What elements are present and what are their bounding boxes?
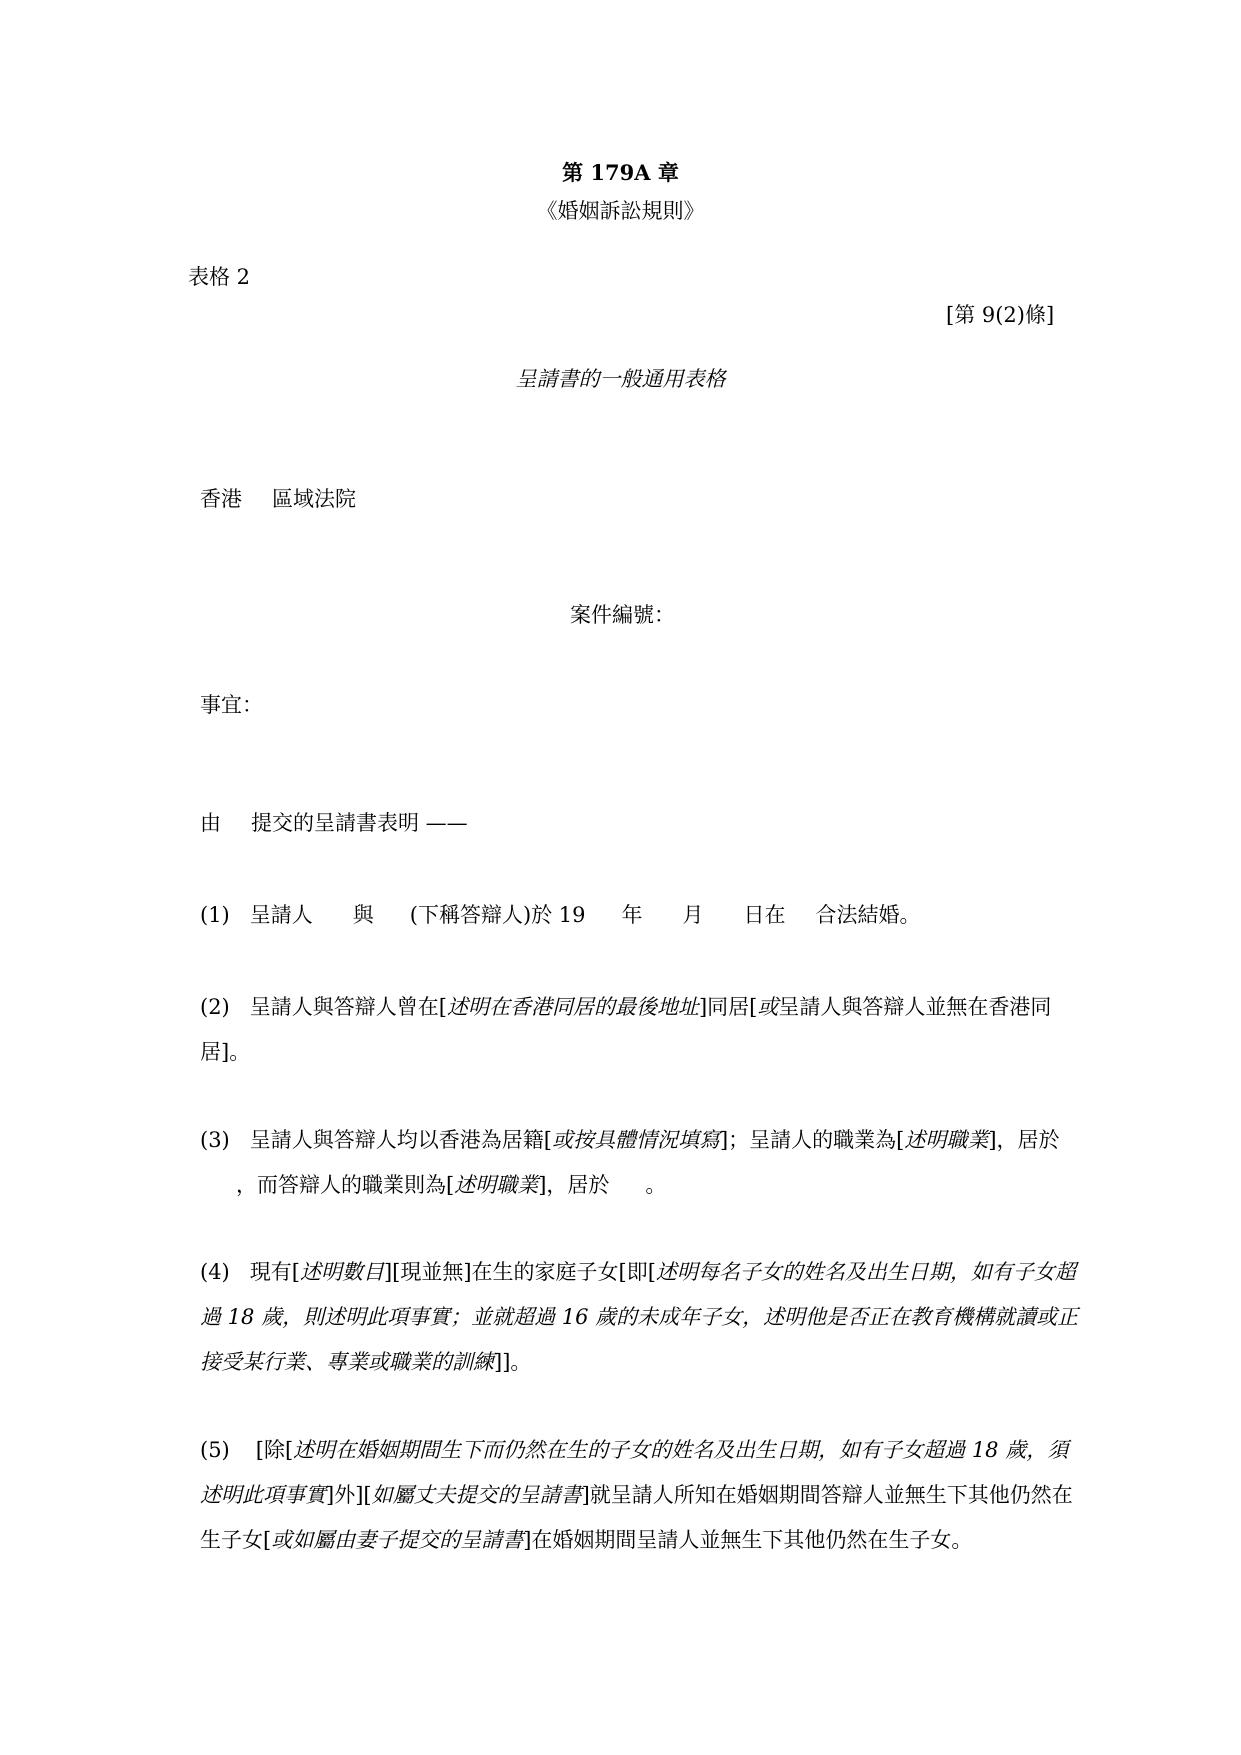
p3-italic-1: 或按具體情況填寫 xyxy=(551,1128,720,1152)
p5-text-1: [除[ xyxy=(255,1438,294,1462)
p3-text-5: ]，居於 xyxy=(538,1173,610,1197)
p3-text-1: 呈請人與答辯人均以香港為居籍[ xyxy=(249,1128,552,1152)
p5-number: (5) xyxy=(200,1438,230,1462)
p5-italic-1: 述明在婚姻期間生下而仍然在生的子女的姓名及出生日期，如有子女超過 18 歲，須述明此項事實 xyxy=(200,1438,1069,1507)
p1-married: 合法結婚。 xyxy=(815,903,921,927)
p1-and: 與 xyxy=(352,903,374,927)
intro-by: 由 xyxy=(200,811,221,835)
p3-italic-3: 述明職業 xyxy=(454,1173,539,1197)
p1-respondent-year: (下稱答辯人)於 19 xyxy=(409,903,586,927)
paragraph-1 xyxy=(200,900,921,930)
p5-italic-3: 或如屬由妻子提交的呈請書 xyxy=(271,1528,524,1552)
p5-text-4: ]在婚姻期間呈請人並無生下其他仍然在生子女。 xyxy=(523,1528,973,1552)
matter-label: 事宜： xyxy=(200,693,263,717)
p4-text-1: 現有[ xyxy=(249,1260,300,1284)
form-heading: 呈請書的一般通用表格 xyxy=(515,367,726,391)
p1-petitioner: 呈請人 xyxy=(249,903,313,927)
p4-number: (4) xyxy=(200,1260,230,1284)
p1-month-label: 月 xyxy=(682,903,704,927)
p3-text-6: 。 xyxy=(645,1173,667,1197)
paragraph-5 xyxy=(200,1428,1080,1563)
p2-text-1: 呈請人與答辯人曾在[ xyxy=(249,995,447,1019)
p2-number: (2) xyxy=(200,995,230,1019)
chapter-heading: 第 179A 章 xyxy=(562,160,679,185)
p4-text-3: ]]。 xyxy=(494,1350,532,1374)
paragraph-3 xyxy=(200,1118,1080,1208)
rules-title: 《婚姻訴訟規則》 xyxy=(536,199,705,223)
p4-italic-1: 述明數目 xyxy=(299,1260,384,1284)
p1-day-label: 日在 xyxy=(743,903,786,927)
p5-text-3: ]就呈請人所知在婚姻期間答辯人並無生下其他仍然在生子女[ xyxy=(200,1483,1073,1552)
p2-text-2: ]同居[ xyxy=(698,995,758,1019)
p2-text-3: 呈請人與答辯人並無在香港同居]。 xyxy=(200,995,1052,1064)
p2-italic-2: 或 xyxy=(757,995,779,1019)
court-line xyxy=(200,484,356,514)
court-place: 香港 xyxy=(200,487,242,511)
p3-number: (3) xyxy=(200,1128,230,1152)
p5-italic-2: 如屬丈夫提交的呈請書 xyxy=(371,1483,582,1507)
intro-text: 提交的呈請書表明 —— xyxy=(251,811,468,835)
p1-year-label: 年 xyxy=(621,903,643,927)
paragraph-2 xyxy=(200,985,1080,1075)
p2-italic-1: 述明在香港同居的最後地址 xyxy=(446,995,699,1019)
intro-line xyxy=(200,808,468,838)
p3-text-3: ]，居於 xyxy=(988,1128,1060,1152)
p3-text-4: ，而答辯人的職業則為[ xyxy=(236,1173,455,1197)
p1-number: (1) xyxy=(200,903,230,927)
p4-text-2: ][現並無]在生的家庭子女[即[ xyxy=(383,1260,656,1284)
form-number: 表格 2 xyxy=(188,265,251,289)
p3-text-2: ]；呈請人的職業為[ xyxy=(719,1128,905,1152)
case-number-label: 案件編號： xyxy=(570,603,675,627)
p4-italic-2: 述明每名子女的姓名及出生日期，如有子女超過 18 歲，則述明此項事實；並就超過 16 歲的未成年子女，述明他是否正在教育機構就讀或正接受某行業、專業或職業的訓練 xyxy=(200,1260,1079,1374)
court-name: 區域法院 xyxy=(272,487,356,511)
p5-text-2: ]外][ xyxy=(326,1483,372,1507)
p3-italic-2: 述明職業 xyxy=(904,1128,989,1152)
paragraph-4 xyxy=(200,1250,1080,1385)
rule-reference: [第 9(2)條] xyxy=(946,303,1055,327)
